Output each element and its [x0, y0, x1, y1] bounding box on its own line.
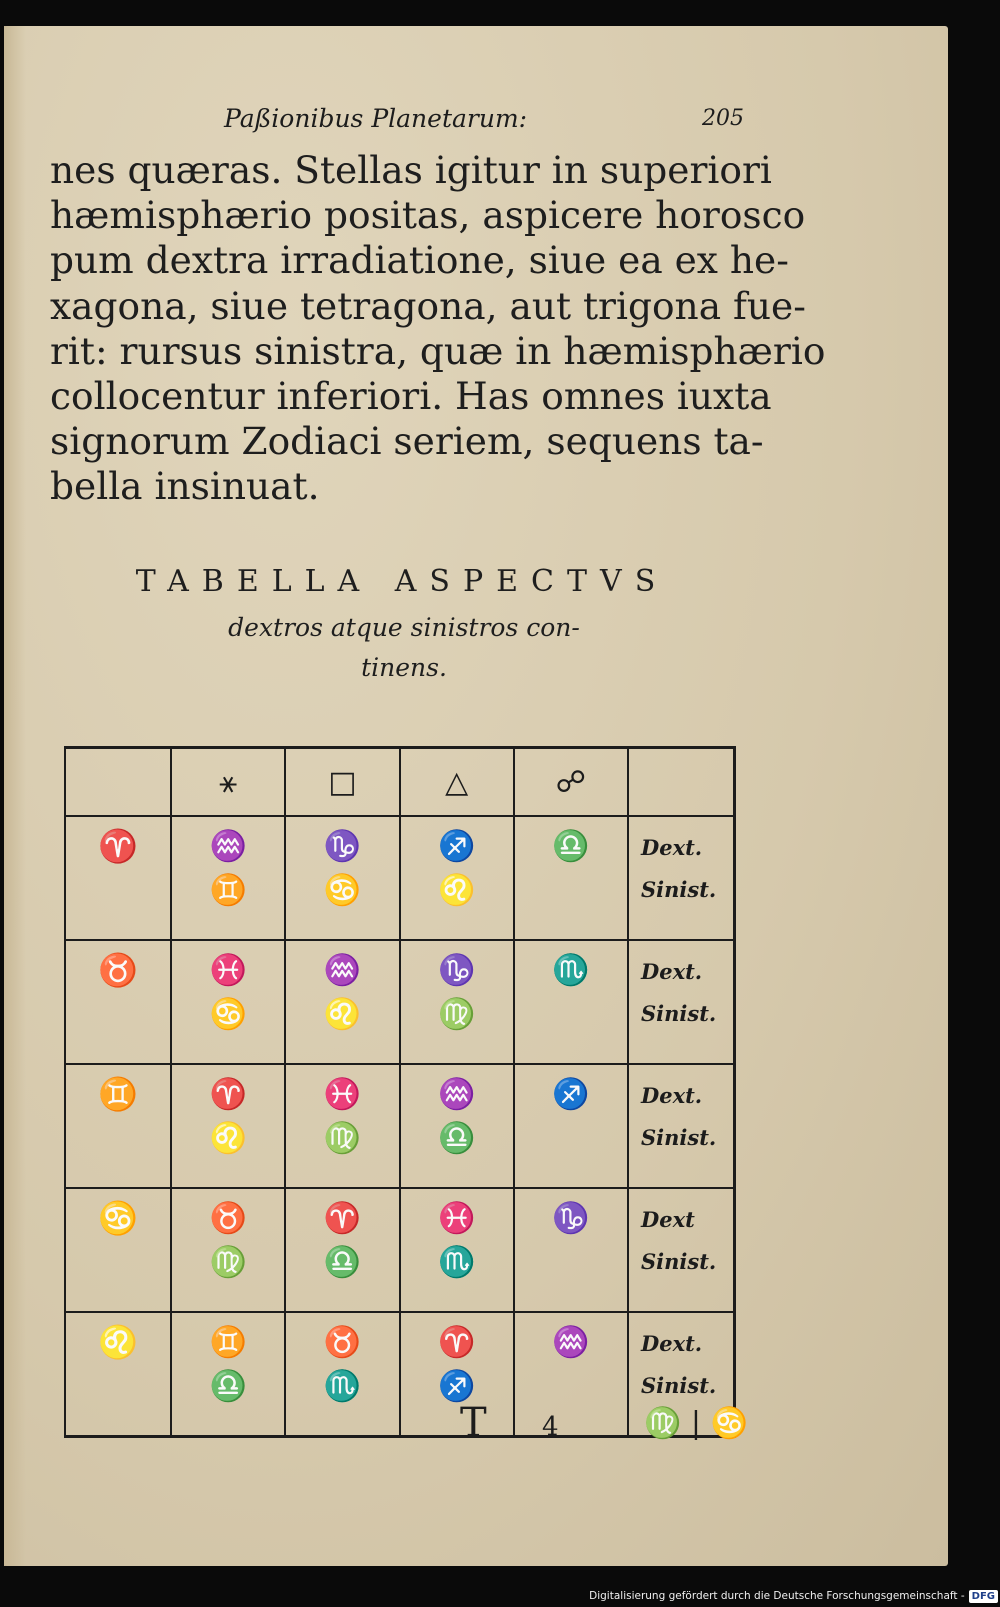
dext-sinist-label: [628, 1064, 735, 1188]
table-cell: [514, 1188, 628, 1312]
dext-label: Dext: [641, 1207, 695, 1232]
sinister-sign-icon: ♎: [323, 1245, 362, 1280]
row-sign-icon: ♈: [65, 816, 171, 940]
dexter-sign-icon: ♑: [323, 829, 362, 864]
table-cell: [514, 940, 628, 1064]
dexter-sign-icon: ♒: [323, 953, 362, 988]
text-line: signorum Zodiaci seriem, sequens ta-: [50, 419, 764, 464]
page-number: 205: [702, 106, 744, 131]
sinister-sign-icon: ♋: [323, 873, 362, 908]
sinister-sign-icon: ♊: [209, 873, 247, 908]
aspect-table: [64, 746, 736, 1438]
dexter-sign-icon: ♓: [437, 1201, 476, 1236]
text-line: xagona, siue tetragona, aut trigona fue-: [50, 283, 806, 328]
dexter-sign-icon: ♓: [323, 1077, 362, 1112]
sinister-sign-icon: ♎: [209, 1369, 247, 1404]
table-cell: [285, 940, 399, 1064]
table-cell: [400, 940, 514, 1064]
table-row: [65, 1064, 735, 1188]
table-cell: [285, 1312, 399, 1437]
corner-cell: [65, 748, 171, 817]
dexter-sign-icon: ♒: [209, 829, 247, 864]
sinist-label: Sinist.: [641, 877, 717, 902]
dext-label: Dext.: [641, 959, 703, 984]
table-cell: [514, 816, 628, 940]
body-paragraph: [50, 148, 826, 510]
sinist-label: Sinist.: [641, 1125, 717, 1150]
table-row: [65, 940, 735, 1064]
dexter-sign-icon: ♈: [209, 1077, 247, 1112]
text-line: nes quæras. Stellas igitur in superiori: [50, 148, 772, 192]
dfg-logo: DFG: [969, 1590, 998, 1603]
signature-mark: T: [460, 1400, 487, 1446]
table-cell: [171, 1312, 285, 1437]
sinister-sign-icon: ♌: [323, 997, 362, 1032]
table-row: [65, 1188, 735, 1312]
dexter-sign-icon: ♉: [323, 1325, 362, 1360]
sinister-sign-icon: ♏: [323, 1369, 362, 1404]
sinister-sign-icon: ♌: [209, 1121, 247, 1156]
table-cell: [514, 1064, 628, 1188]
text-line: hæmisphærio positas, aspicere horosco: [50, 193, 806, 238]
dext-label: Dext.: [641, 835, 703, 860]
sinister-sign-icon: ♍: [323, 1121, 362, 1156]
opposite-sign-icon: ♐: [552, 1077, 590, 1112]
dexter-sign-icon: ♉: [209, 1201, 247, 1236]
signature-number: 4: [542, 1412, 559, 1442]
dexter-sign-icon: ♈: [323, 1201, 362, 1236]
row-sign-icon: ♊: [65, 1064, 171, 1188]
square-icon: □: [285, 748, 399, 817]
dext-sinist-label: [628, 940, 735, 1064]
sinister-sign-icon: ♌: [437, 873, 476, 908]
table-cell: [171, 816, 285, 940]
dext-sinist-label: [628, 816, 735, 940]
sinister-sign-icon: ♋: [209, 997, 247, 1032]
opposite-sign-icon: ♏: [552, 953, 590, 988]
table-row: [65, 816, 735, 940]
sinist-label: Sinist.: [641, 1001, 717, 1026]
caption-subtitle-line: tinens.: [361, 653, 447, 682]
dexter-sign-icon: ♑: [437, 953, 476, 988]
page-gutter-shadow: [4, 26, 26, 1566]
table-row: [65, 1312, 735, 1437]
table-cell: [171, 1188, 285, 1312]
opposite-sign-icon: ♒: [552, 1325, 590, 1360]
catchword: ♍ | ♋: [644, 1406, 748, 1441]
table-cell: [171, 1064, 285, 1188]
book-page: [4, 26, 948, 1566]
sinist-label: Sinist.: [641, 1249, 717, 1274]
table-cell: [285, 1064, 399, 1188]
running-title: Paßionibus Planetarum:: [224, 104, 528, 133]
text-line: rit: rursus sinistra, quæ in hæmisphærio: [50, 328, 826, 373]
row-sign-icon: ♉: [65, 940, 171, 1064]
table-cell: [400, 1312, 514, 1437]
opposition-icon: ☍: [514, 748, 628, 817]
sinist-label: Sinist.: [641, 1373, 717, 1398]
sinister-sign-icon: ♎: [437, 1121, 476, 1156]
table-cell: [514, 1312, 628, 1437]
text-line: collocentur inferiori. Has omnes iuxta: [50, 374, 772, 419]
aspect-header-row: [65, 748, 735, 817]
sextile-icon: ⚹: [171, 748, 285, 817]
text-line: bella insinuat.: [50, 464, 320, 509]
text-line: pum dextra irradiatione, siue ea ex he-: [50, 238, 789, 283]
sinister-sign-icon: ♐: [437, 1369, 476, 1404]
label-header-cell: [628, 748, 735, 817]
row-sign-icon: ♋: [65, 1188, 171, 1312]
dexter-sign-icon: ♊: [209, 1325, 247, 1360]
running-header: [224, 104, 744, 140]
credit-text: Digitalisierung gefördert durch die Deutsche Forschungsgemeinschaft -: [589, 1590, 965, 1602]
table-cell: [400, 816, 514, 940]
opposite-sign-icon: ♎: [552, 829, 590, 864]
table-cell: [400, 1064, 514, 1188]
dext-label: Dext.: [641, 1331, 703, 1356]
dexter-sign-icon: ♐: [437, 829, 476, 864]
caption-subtitle-line: dextros atque sinistros con-: [228, 613, 580, 642]
table-cell: [171, 940, 285, 1064]
sinister-sign-icon: ♍: [209, 1245, 247, 1280]
table-cell: [400, 1188, 514, 1312]
trine-icon: △: [400, 748, 514, 817]
dexter-sign-icon: ♈: [437, 1325, 476, 1360]
table-cell: [285, 1188, 399, 1312]
opposite-sign-icon: ♑: [552, 1201, 590, 1236]
dext-label: Dext.: [641, 1083, 703, 1108]
row-sign-icon: ♌: [65, 1312, 171, 1437]
digitization-credit: [589, 1587, 998, 1605]
table-cell: [285, 816, 399, 940]
table-caption-title: TABELLA ASPECTVS: [135, 564, 669, 599]
table-caption-subtitle: [154, 608, 654, 688]
sinister-sign-icon: ♏: [437, 1245, 476, 1280]
sinister-sign-icon: ♍: [437, 997, 476, 1032]
dexter-sign-icon: ♓: [209, 953, 247, 988]
dexter-sign-icon: ♒: [437, 1077, 476, 1112]
dext-sinist-label: [628, 1188, 735, 1312]
